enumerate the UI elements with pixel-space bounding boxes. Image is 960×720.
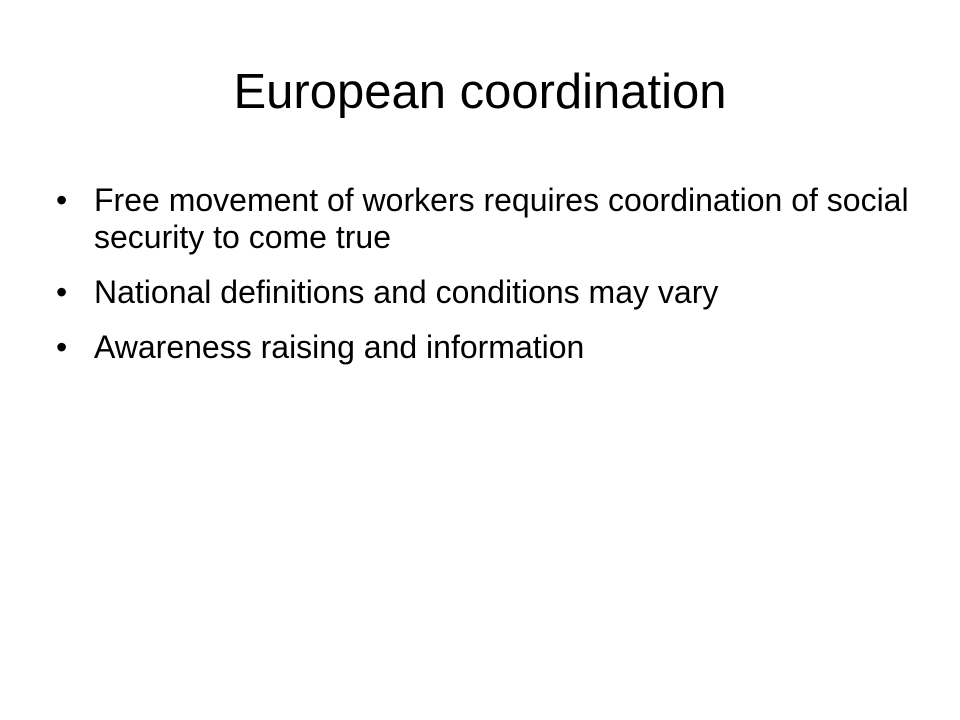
bullet-icon: • [56, 329, 68, 365]
bullet-text: Awareness raising and information [94, 329, 585, 365]
bullet-icon: • [56, 274, 68, 310]
bullet-list [56, 182, 916, 384]
bullet-item [56, 329, 916, 366]
bullet-item [56, 274, 916, 311]
slide-title: European coordination [233, 65, 727, 119]
bullet-text: Free movement of workers requires coordination of social security to come true [94, 182, 909, 255]
bullet-text: National definitions and conditions may vary [94, 274, 719, 310]
bullet-icon: • [56, 182, 68, 218]
bullet-item [56, 182, 916, 256]
